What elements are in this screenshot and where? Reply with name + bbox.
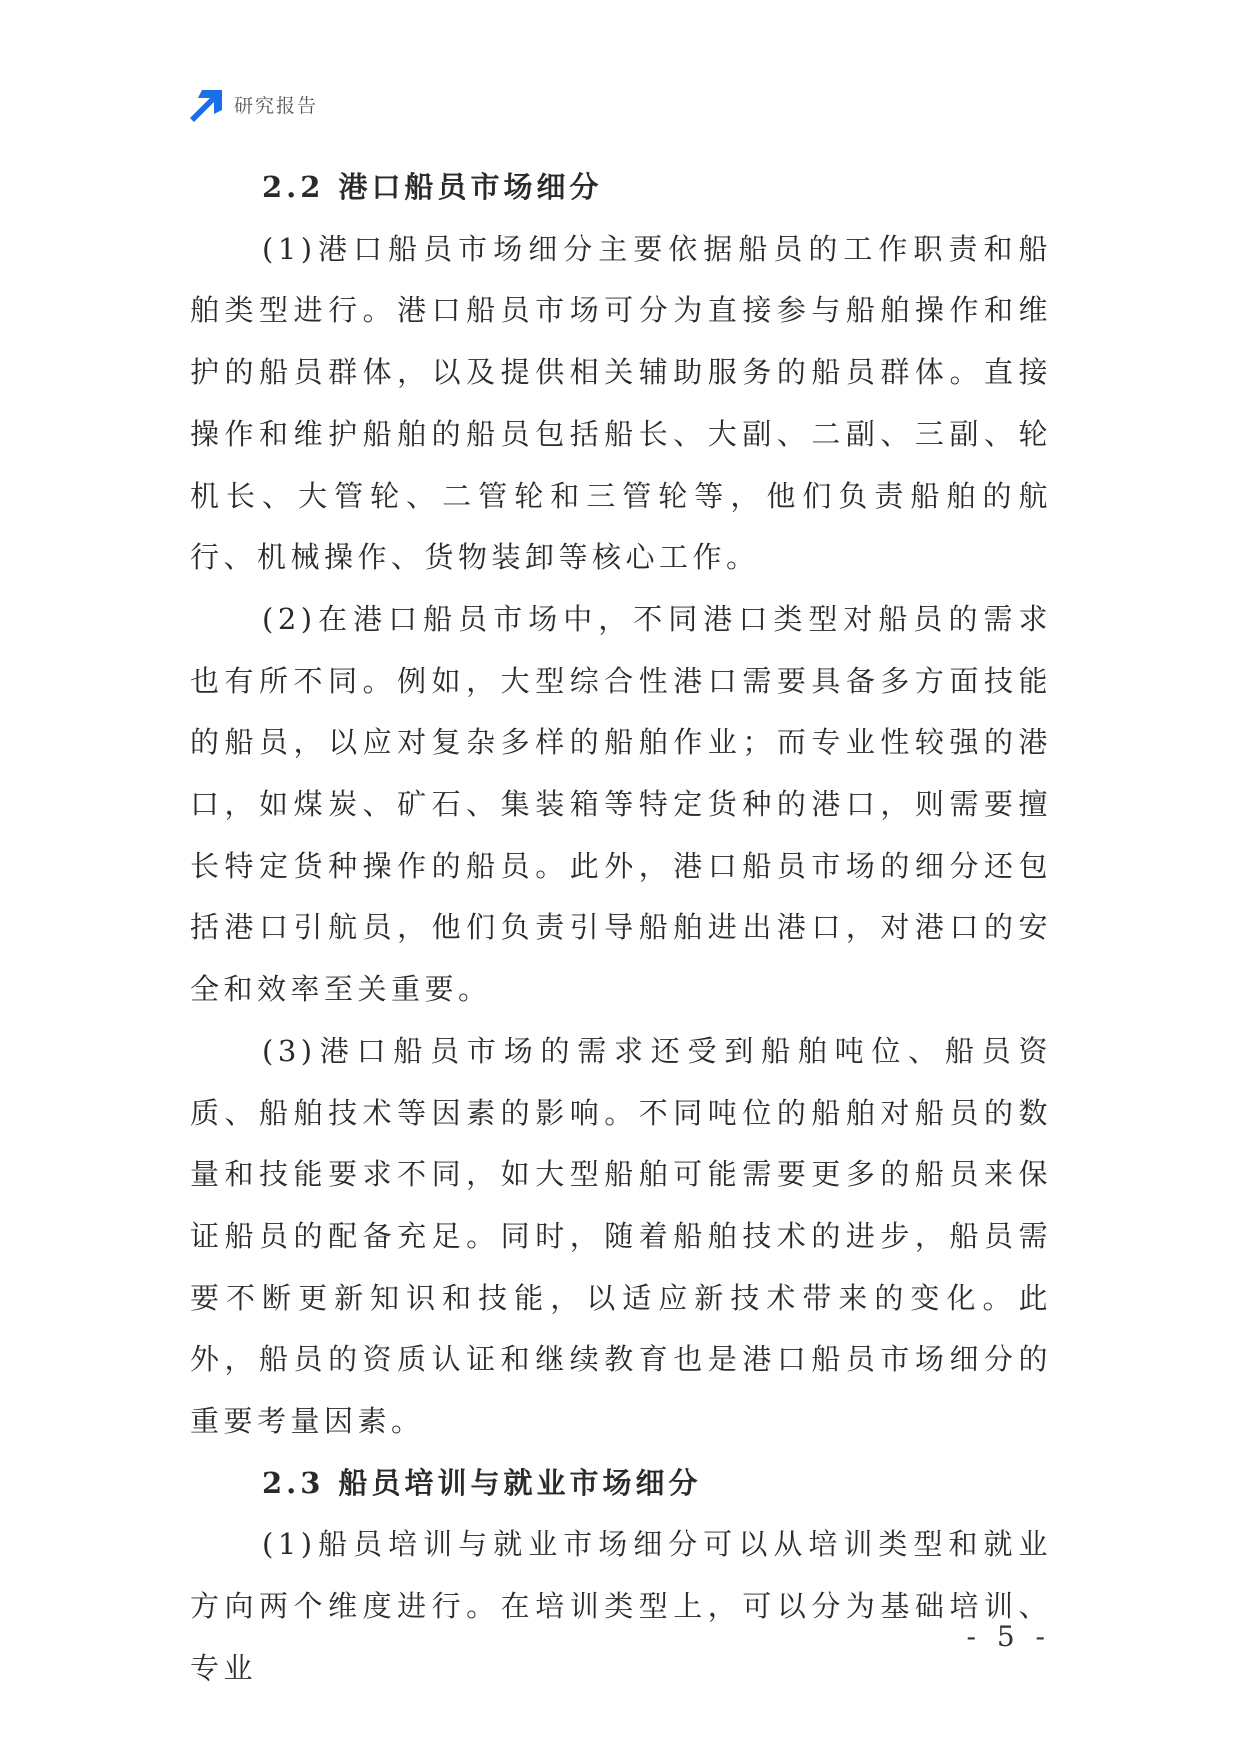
paragraph: (1)港口船员市场细分主要依据船员的工作职责和船舶类型进行。港口船员市场可分为直接参与船舶操作和维护的船员群体，以及提供相关辅助服务的船员群体。直接操作和维护船舶的船员包括船长、大副、二副、三副、轮机长、大管轮、二管轮和三管轮等，他们负责船舶的航行、机械操作、货物装卸等核心工作。 — [190, 231, 1052, 575]
page-header — [190, 90, 318, 122]
section-2-3-paragraphs — [190, 1514, 1052, 1699]
paragraph: (2)在港口船员市场中，不同港口类型对船员的需求也有所不同。例如，大型综合性港口需要具备多方面技能的船员，以应对复杂多样的船舶作业；而专业性较强的港口，如煤炭、矿石、集装箱等特定货种的港口，则需要擅长特定货种操作的船员。此外，港口船员市场的细分还包括港口引航员，他们负责引导船舶进出港口，对港口的安全和效率至关重要。 — [190, 601, 1052, 1007]
page-number: - 5 - — [966, 1620, 1051, 1653]
section-heading-2-2: 2.2 港口船员市场细分 — [262, 170, 603, 204]
section-heading-2-3: 2.3 船员培训与就业市场细分 — [262, 1465, 702, 1500]
header-title: 研究报告 — [234, 95, 319, 117]
arrow-logo-icon — [190, 90, 222, 122]
paragraph: (1)船员培训与就业市场细分可以从培训类型和就业方向两个维度进行。在培训类型上，可以分为基础培训、专业 — [190, 1527, 1052, 1685]
paragraph: (3)港口船员市场的需求还受到船舶吨位、船员资质、船舶技术等因素的影响。不同吨位的船舶对船员的数量和技能要求不同，如大型船舶可能需要更多的船员来保证船员的配备充足。同时，随着船舶技术的进步，船员需要不断更新知识和技能，以适应新技术带来的变化。此外，船员的资质认证和继续教育也是港口船员市场细分的重要考量因素。 — [190, 1033, 1052, 1439]
document-body — [190, 157, 1052, 1700]
section-2-2-paragraphs — [190, 219, 1052, 1453]
